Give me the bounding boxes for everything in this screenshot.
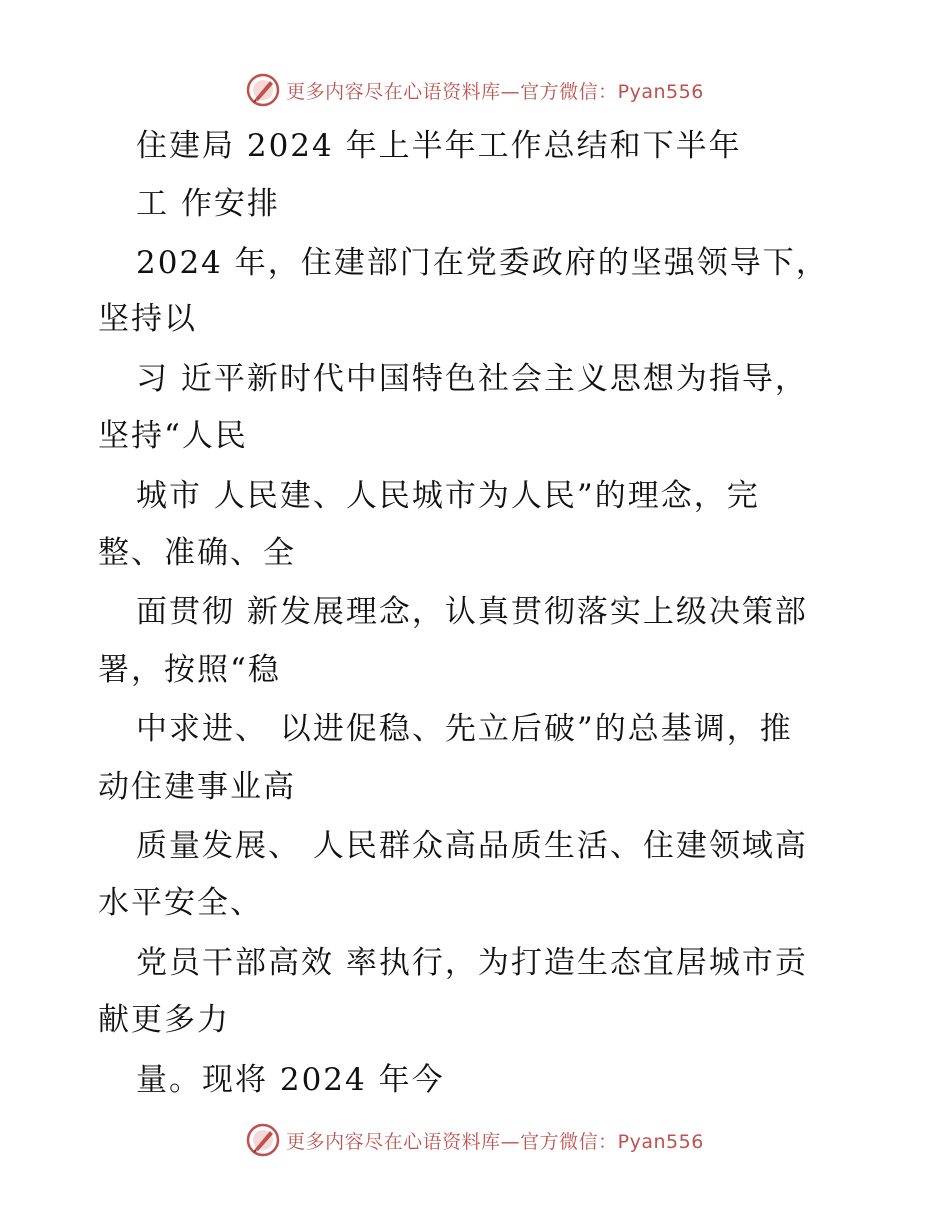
paragraph-line: 城市 人民建、人民城市为人民”的理念，完 — [136, 478, 760, 514]
paragraph-line: 2024 年，住建部门在党委政府的坚强领导下， — [136, 245, 829, 281]
paragraph-line: 坚持“人民 — [98, 418, 248, 454]
paragraph-line: 水平安全、 — [98, 885, 263, 921]
paragraph-line: 中求进、 以进促稳、先立后破”的总基调，推 — [136, 711, 793, 747]
paragraph-line: 动住建事业高 — [98, 769, 296, 805]
paragraph-line: 署，按照“稳 — [98, 652, 281, 688]
header-watermark — [0, 70, 950, 110]
document-title-line-1: 住建局 2024 年上半年工作总结和下半年 — [136, 128, 742, 164]
footer-watermark — [0, 1120, 950, 1160]
paragraph-line: 面贯彻 新发展理念，认真贯彻落实上级决策部 — [136, 594, 808, 630]
paragraph-line: 献更多力 — [98, 1002, 230, 1038]
paragraph-line: 量。现将 2024 年今 — [136, 1062, 445, 1098]
paragraph-line: 党员干部高效 率执行，为打造生态宜居城市贡 — [136, 945, 808, 981]
paragraph-line: 质量发展、 人民群众高品质生活、住建领域高 — [136, 828, 808, 864]
document-title-line-2: 工 作安排 — [136, 186, 280, 222]
quill-pen-logo-icon — [246, 73, 280, 107]
paragraph-line: 习 近平新时代中国特色社会主义思想为指导， — [136, 361, 808, 397]
watermark-text: 更多内容尽在心语资料库—官方微信：Pyan556 — [286, 80, 704, 103]
paragraph-line: 整、准确、全 — [98, 535, 296, 571]
quill-pen-logo-icon — [246, 1123, 280, 1157]
watermark-text: 更多内容尽在心语资料库—官方微信：Pyan556 — [286, 1130, 704, 1153]
paragraph-line: 坚持以 — [98, 301, 197, 337]
